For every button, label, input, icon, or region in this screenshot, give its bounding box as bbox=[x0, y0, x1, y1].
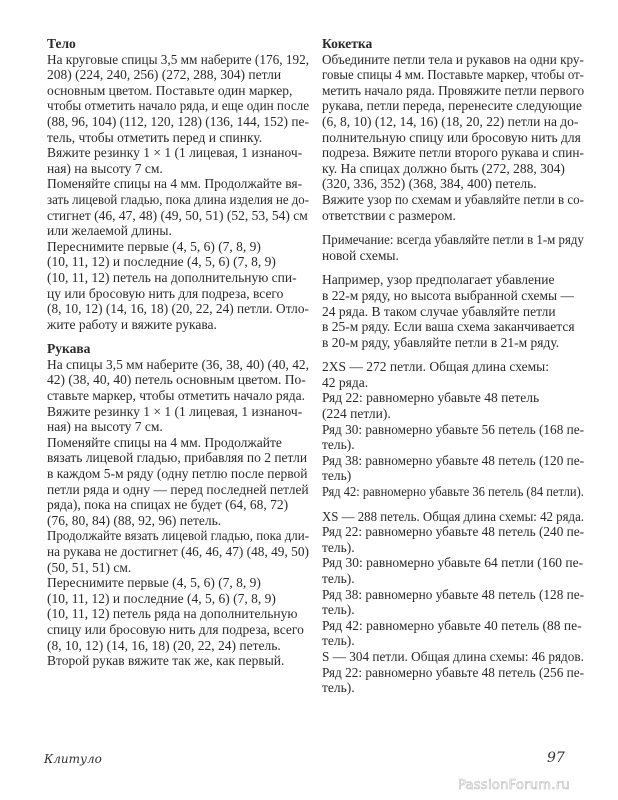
paragraph-gap bbox=[322, 263, 586, 272]
paragraph-gap bbox=[322, 500, 586, 509]
text-line-row bbox=[47, 145, 311, 161]
text-line: чтобы отметить начало ряда, и еще один после bbox=[47, 98, 310, 114]
text-line-row bbox=[47, 239, 311, 255]
text-line-row bbox=[322, 52, 586, 68]
section-heading: Рукава bbox=[47, 341, 91, 357]
text-line: Ряд 30: равномерно убавьте 64 петли (160 пе- bbox=[322, 555, 584, 571]
text-line-row bbox=[322, 509, 586, 525]
text-line-row bbox=[322, 272, 586, 288]
text-line-row bbox=[47, 466, 311, 482]
text-line: тель). bbox=[322, 602, 355, 618]
text-line-row bbox=[47, 372, 311, 388]
text-line: Например, узор предполагает убавление bbox=[322, 272, 555, 288]
text-line: XS — 288 петель. Общая длина схемы: 42 ряда. bbox=[322, 508, 585, 524]
text-line: стигнет (46, 47, 48) (49, 50, 51) (52, 53, 54) см bbox=[47, 207, 308, 223]
text-line: (6, 8, 10) (12, 14, 16) (18, 20, 22) петли на до- bbox=[322, 113, 579, 129]
text-line-row bbox=[322, 192, 586, 208]
text-line: рукава, петли переда, перенесите следующие bbox=[322, 98, 582, 114]
text-line-row bbox=[47, 301, 311, 317]
text-line-row bbox=[47, 404, 311, 420]
text-line-row bbox=[322, 587, 586, 603]
text-line-row bbox=[322, 618, 586, 634]
text-line: (10, 11, 12) петель ряда на дополнительную bbox=[47, 606, 298, 622]
text-line-row bbox=[47, 450, 311, 466]
text-line-row bbox=[322, 98, 586, 114]
text-line-row bbox=[322, 555, 586, 571]
text-line: 42) (38, 40, 40) петель основным цветом. По- bbox=[47, 372, 306, 388]
section-gap bbox=[47, 332, 311, 341]
text-line: 24 ряда. В таком случае убавляйте петли bbox=[322, 303, 556, 319]
left-column bbox=[47, 36, 311, 669]
text-line: Ряд 22: равномерно убавьте 48 петель (256 пе- bbox=[322, 664, 585, 680]
paragraph-gap bbox=[322, 350, 586, 359]
right-column bbox=[322, 36, 586, 696]
text-line-row bbox=[322, 304, 586, 320]
text-line: полнительную спицу или бросовую нить для bbox=[322, 129, 581, 145]
text-line: ку. На спицах должно быть (272, 288, 304) bbox=[322, 160, 565, 176]
text-line: в каждом 5-м ряду (одну петлю после первой bbox=[47, 466, 308, 482]
text-line: тель). bbox=[322, 437, 355, 453]
text-line: Ряд 42: равномерно убавьте 40 петель (88 пе- bbox=[322, 617, 582, 633]
text-line-row bbox=[47, 435, 311, 451]
section-heading-row bbox=[322, 36, 586, 52]
text-line: 208) (224, 240, 256) (272, 288, 304) петли bbox=[47, 67, 282, 83]
text-line: Ряд 38: равномерно убавьте 48 петель (120 пе- bbox=[322, 452, 585, 468]
page-number: 97 bbox=[547, 750, 565, 766]
text-line-row bbox=[47, 528, 311, 544]
text-line: Переснимите первые (4, 5, 6) (7, 8, 9) bbox=[47, 238, 261, 254]
text-line: в 22-м ряду, но высота выбранной схемы — bbox=[322, 287, 574, 303]
text-line: ная) на высоту 7 см. bbox=[47, 419, 163, 435]
text-line-row bbox=[322, 422, 586, 438]
text-line: (88, 96, 104) (112, 120, 128) (136, 144, 152) пе- bbox=[47, 113, 309, 129]
text-line: жите работу и вяжите рукава. bbox=[47, 316, 217, 332]
text-line-row bbox=[47, 83, 311, 99]
text-line: тель). bbox=[322, 680, 355, 696]
text-line-row bbox=[47, 223, 311, 239]
text-line-row bbox=[47, 513, 311, 529]
text-line-row bbox=[47, 286, 311, 302]
text-line-row bbox=[322, 406, 586, 422]
text-line: цу или бросовую нить для подреза, всего bbox=[47, 285, 284, 301]
text-line-row bbox=[322, 484, 586, 500]
text-line: тель). bbox=[322, 633, 355, 649]
text-line-row bbox=[47, 388, 311, 404]
text-line: (8, 10, 12) (14, 16, 18) (20, 22, 24) петли. Отло- bbox=[47, 301, 309, 317]
text-line-row bbox=[47, 544, 311, 560]
section-heading-row bbox=[47, 341, 311, 357]
text-line: Поменяйте спицы на 4 мм. Продолжайте вя- bbox=[47, 176, 303, 192]
text-line: Вяжите резинку 1 × 1 (1 лицевая, 1 изнаноч- bbox=[47, 403, 303, 419]
text-line: в 20-м ряду, убавляйте петли в 21-м ряду. bbox=[322, 334, 560, 350]
text-line-row bbox=[322, 161, 586, 177]
signature-logo: Клитуло bbox=[44, 752, 102, 766]
text-line-row bbox=[47, 560, 311, 576]
text-line: (50, 51, 51) см. bbox=[47, 559, 132, 575]
section-heading-row bbox=[47, 36, 311, 52]
text-line: S — 304 петли. Общая длина схемы: 46 рядов. bbox=[322, 648, 584, 664]
text-line-row bbox=[47, 130, 311, 146]
text-line: Вяжите узор по схемам и убавляйте петли в со- bbox=[322, 191, 584, 207]
text-line-row bbox=[322, 145, 586, 161]
text-line-row bbox=[47, 192, 311, 208]
text-line: тель, чтобы отметить перед и спинку. bbox=[47, 129, 263, 145]
text-line: Поменяйте спицы на 4 мм. Продолжайте bbox=[47, 434, 282, 450]
text-line: (320, 336, 352) (368, 384, 400) петель. bbox=[322, 176, 537, 192]
text-line: На круговые спицы 3,5 мм наберите (176, 192, bbox=[47, 51, 310, 67]
text-line: Продолжайте вязать лицевой гладью, пока дли- bbox=[47, 528, 310, 544]
text-line-row bbox=[322, 319, 586, 335]
text-line: новой схемы. bbox=[322, 247, 399, 263]
text-line: вязать лицевой гладью, прибавляя по 2 петли bbox=[47, 450, 308, 466]
text-line-row bbox=[322, 288, 586, 304]
text-line-row bbox=[322, 649, 586, 665]
text-line: ответствии с размером. bbox=[322, 207, 456, 223]
text-line-row bbox=[322, 602, 586, 618]
text-line-row bbox=[322, 248, 586, 264]
text-line: Ряд 38: равномерно убавьте 48 петель (128 пе- bbox=[322, 586, 585, 602]
text-line-row bbox=[322, 633, 586, 649]
text-line-row bbox=[47, 419, 311, 435]
text-line-row bbox=[47, 482, 311, 498]
text-line-row bbox=[47, 98, 311, 114]
text-line-row bbox=[47, 497, 311, 513]
text-line-row bbox=[47, 653, 311, 669]
text-line-row bbox=[322, 208, 586, 224]
paragraph-gap bbox=[322, 223, 586, 232]
text-line-row bbox=[322, 468, 586, 484]
text-line-row bbox=[322, 571, 586, 587]
text-line: петли ряда и одну — перед последней петлей bbox=[47, 481, 309, 497]
text-line-row bbox=[322, 524, 586, 540]
text-line-row bbox=[47, 317, 311, 333]
text-line-row bbox=[322, 83, 586, 99]
text-line: 42 ряда. bbox=[322, 374, 369, 390]
text-line: метить начало ряда. Провяжите петли первого bbox=[322, 82, 585, 98]
text-line: тель) bbox=[322, 468, 352, 484]
text-line-row bbox=[47, 161, 311, 177]
text-line: спицу или бросовую нить для подреза, всего bbox=[47, 621, 304, 637]
text-line-row bbox=[47, 114, 311, 130]
text-line: основным цветом. Поставьте один маркер, bbox=[47, 82, 293, 98]
text-line: говые спицы 4 мм. Поставьте маркер, чтобы от- bbox=[322, 67, 584, 83]
text-line-row bbox=[47, 67, 311, 83]
text-line-row bbox=[322, 67, 586, 83]
text-line-row bbox=[322, 359, 586, 375]
text-line: 2XS — 272 петли. Общая длина схемы: bbox=[322, 359, 549, 375]
text-line-row bbox=[47, 208, 311, 224]
text-line: Ряд 22: равномерно убавьте 48 петель (240 пе- bbox=[322, 524, 585, 540]
section-heading: Кокетка bbox=[322, 36, 373, 51]
text-line: (224 петли). bbox=[322, 406, 391, 422]
text-line: На спицы 3,5 мм наберите (36, 38, 40) (40, 42, bbox=[47, 356, 310, 372]
text-line: (10, 11, 12) петель на дополнительную спи- bbox=[47, 269, 297, 285]
text-line-row bbox=[322, 665, 586, 681]
text-line: на рукава не достигнет (46, 46, 47) (48, 49, 50) bbox=[47, 544, 309, 559]
text-line-row bbox=[47, 622, 311, 638]
text-line: в 25-м ряду. Если ваша схема заканчивается bbox=[322, 319, 575, 335]
text-line: ряда), пока на спицах не будет (64, 68, 72) bbox=[47, 497, 289, 513]
text-line: ная) на высоту 7 см. bbox=[47, 160, 163, 176]
text-line: Ряд 30: равномерно убавьте 56 петель (168 пе- bbox=[322, 421, 585, 437]
text-line: Ряд 22: равномерно убавьте 48 петель bbox=[322, 390, 540, 406]
section-heading: Тело bbox=[47, 36, 76, 51]
text-line-row bbox=[322, 232, 586, 248]
text-line-row bbox=[47, 270, 311, 286]
text-line-row bbox=[47, 52, 311, 68]
text-line: Ряд 42: равномерно убавьте 36 петель (84 петли). bbox=[322, 484, 584, 500]
text-line-row bbox=[47, 357, 311, 373]
text-line-row bbox=[322, 680, 586, 696]
text-line-row bbox=[47, 638, 311, 654]
text-line-row bbox=[47, 176, 311, 192]
text-line-row bbox=[47, 591, 311, 607]
text-line-row bbox=[322, 375, 586, 391]
text-line-row bbox=[322, 437, 586, 453]
text-line: подреза. Вяжите петли второго рукава и спин- bbox=[322, 145, 584, 161]
text-line: тель). bbox=[322, 539, 355, 555]
text-line: (76, 80, 84) (88, 92, 96) петель. bbox=[47, 512, 222, 528]
text-line: (8, 10, 12) (14, 16, 18) (20, 22, 24) петель. bbox=[47, 637, 281, 653]
text-line: Второй рукав вяжите так же, как первый. bbox=[47, 653, 285, 669]
text-line-row bbox=[322, 176, 586, 192]
watermark: PassionForum.ru bbox=[458, 778, 571, 793]
text-line: тель). bbox=[322, 571, 355, 586]
text-line-row bbox=[47, 606, 311, 622]
text-line: Примечание: всегда убавляйте петли в 1-м ряду bbox=[322, 232, 584, 248]
text-line: или желаемой длины. bbox=[47, 223, 172, 239]
text-line: (10, 11, 12) и последние (4, 5, 6) (7, 8, 9) bbox=[47, 590, 276, 606]
text-line-row bbox=[322, 130, 586, 146]
text-line: (10, 11, 12) и последние (4, 5, 6) (7, 8, 9) bbox=[47, 254, 276, 270]
text-line: зать лицевой гладью, пока длина изделия не до- bbox=[47, 191, 309, 207]
text-line-row bbox=[47, 575, 311, 591]
text-line: ставьте маркер, чтобы отметить начало ряда. bbox=[47, 388, 306, 404]
text-line-row bbox=[322, 114, 586, 130]
text-line-row bbox=[322, 335, 586, 351]
text-line-row bbox=[47, 254, 311, 270]
text-line-row bbox=[322, 453, 586, 469]
text-line-row bbox=[322, 540, 586, 556]
text-line-row bbox=[322, 390, 586, 406]
text-line: Переснимите первые (4, 5, 6) (7, 8, 9) bbox=[47, 575, 261, 591]
text-line: Вяжите резинку 1 × 1 (1 лицевая, 1 изнаноч- bbox=[47, 145, 303, 161]
text-line: Объедините петли тела и рукавов на одни кру- bbox=[322, 51, 584, 67]
